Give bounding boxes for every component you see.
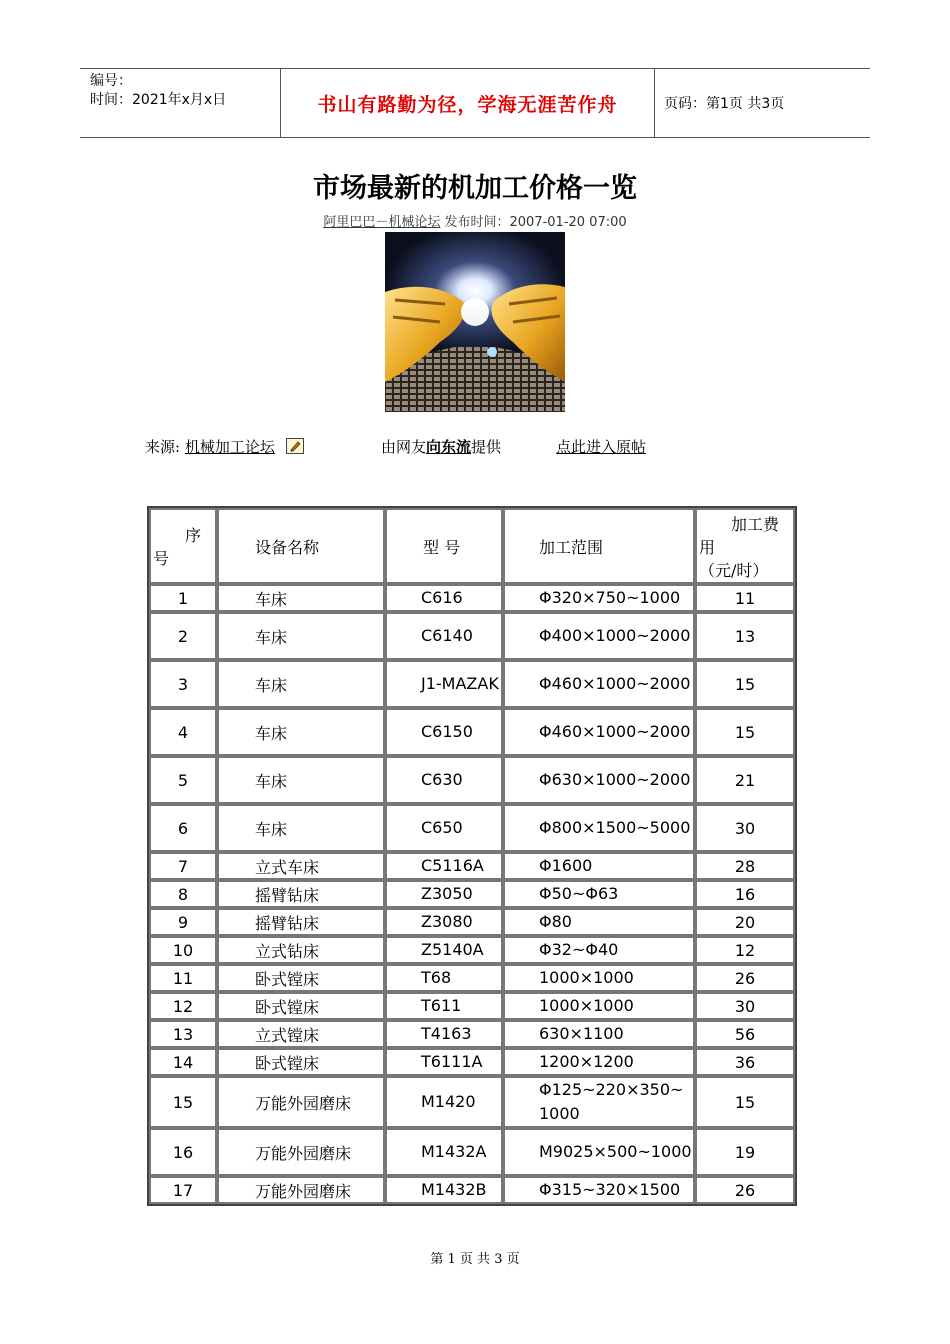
row-fee: 21 <box>695 756 795 804</box>
table-row <box>149 908 795 936</box>
edit-icon[interactable] <box>286 438 304 454</box>
row-fee: 13 <box>695 612 795 660</box>
page-header <box>80 68 870 138</box>
row-equipment-name: 万能外园磨床 <box>217 1128 385 1176</box>
original-post-link[interactable]: 点此进入原帖 <box>556 438 647 456</box>
row-no: 5 <box>149 756 217 804</box>
row-no: 11 <box>149 964 217 992</box>
row-fee: 20 <box>695 908 795 936</box>
publish-time: 发布时间：2007-01-20 07:00 <box>444 215 627 230</box>
row-range: Φ630×1000~2000 <box>503 756 695 804</box>
row-equipment-name: 万能外园磨床 <box>217 1076 385 1128</box>
header-motto-cell <box>281 69 655 137</box>
hands-light-illustration <box>385 232 565 412</box>
row-equipment-name: 车床 <box>217 708 385 756</box>
row-no: 13 <box>149 1020 217 1048</box>
row-model: M1420 <box>385 1076 503 1128</box>
row-equipment-name: 车床 <box>217 804 385 852</box>
header-fee-a: 加工费 <box>731 514 780 534</box>
header-range: 加工范围 <box>503 508 695 584</box>
row-equipment-name: 立式钻床 <box>217 936 385 964</box>
table-row <box>149 708 795 756</box>
table-header-row <box>149 508 795 584</box>
row-no: 7 <box>149 852 217 880</box>
row-model: T4163 <box>385 1020 503 1048</box>
pencil-icon <box>287 439 303 453</box>
row-range: M9025×500~1000 <box>503 1128 695 1176</box>
row-range: 630×1100 <box>503 1020 695 1048</box>
table-row <box>149 804 795 852</box>
table-row <box>149 584 795 612</box>
table-row <box>149 1128 795 1176</box>
row-range: Φ460×1000~2000 <box>503 708 695 756</box>
row-model: C5116A <box>385 852 503 880</box>
row-no: 9 <box>149 908 217 936</box>
header-no-b: 号 <box>153 549 170 568</box>
original-post-link-wrap <box>556 436 646 457</box>
row-range: Φ315~320×1500 <box>503 1176 695 1204</box>
row-range: Φ320×750~1000 <box>503 584 695 612</box>
article-title: 市场最新的机加工价格一览 <box>313 173 637 204</box>
row-no: 3 <box>149 660 217 708</box>
row-model: C650 <box>385 804 503 852</box>
table-row <box>149 612 795 660</box>
row-no: 12 <box>149 992 217 1020</box>
row-no: 8 <box>149 880 217 908</box>
row-range: 1200×1200 <box>503 1048 695 1076</box>
row-no: 2 <box>149 612 217 660</box>
row-fee: 15 <box>695 660 795 708</box>
row-range: Φ32~Φ40 <box>503 936 695 964</box>
row-model: M1432A <box>385 1128 503 1176</box>
row-no: 1 <box>149 584 217 612</box>
header-meta-cell <box>80 69 281 137</box>
row-fee: 15 <box>695 1076 795 1128</box>
row-range: 1000×1000 <box>503 992 695 1020</box>
table-row <box>149 1020 795 1048</box>
row-model: T68 <box>385 964 503 992</box>
row-equipment-name: 万能外园磨床 <box>217 1176 385 1204</box>
row-model: Z5140A <box>385 936 503 964</box>
table-row <box>149 852 795 880</box>
row-model: J1-MAZAK <box>385 660 503 708</box>
row-no: 15 <box>149 1076 217 1128</box>
forum-link[interactable]: 机械加工论坛 <box>184 438 275 456</box>
header-fee-c: （元/时） <box>699 560 769 580</box>
table-row <box>149 992 795 1020</box>
header-fee <box>695 508 795 584</box>
row-fee: 30 <box>695 992 795 1020</box>
article-meta <box>0 211 950 230</box>
row-range: Φ125~220×350~1000 <box>503 1076 695 1128</box>
table-row <box>149 1048 795 1076</box>
table-row <box>149 660 795 708</box>
row-no: 10 <box>149 936 217 964</box>
row-equipment-name: 卧式镗床 <box>217 992 385 1020</box>
row-equipment-name: 立式车床 <box>217 852 385 880</box>
price-table <box>147 506 797 1206</box>
row-range: Φ1600 <box>503 852 695 880</box>
table-row <box>149 1076 795 1128</box>
row-equipment-name: 车床 <box>217 660 385 708</box>
row-model: Z3080 <box>385 908 503 936</box>
row-model: T611 <box>385 992 503 1020</box>
header-page-cell <box>655 69 870 137</box>
header-no-a: 序 <box>185 526 202 545</box>
row-fee: 19 <box>695 1128 795 1176</box>
page-info: 页码：第1页 共3页 <box>664 96 785 112</box>
row-equipment-name: 卧式镗床 <box>217 1048 385 1076</box>
row-range: Φ460×1000~2000 <box>503 660 695 708</box>
row-range: 1000×1000 <box>503 964 695 992</box>
provider-user-link[interactable]: 向东流 <box>426 438 472 456</box>
table-row <box>149 964 795 992</box>
row-equipment-name: 卧式镗床 <box>217 964 385 992</box>
row-model: C616 <box>385 584 503 612</box>
table-row <box>149 880 795 908</box>
row-equipment-name: 立式镗床 <box>217 1020 385 1048</box>
row-fee: 16 <box>695 880 795 908</box>
row-equipment-name: 车床 <box>217 756 385 804</box>
header-fee-b: 用 <box>699 537 716 557</box>
row-fee: 12 <box>695 936 795 964</box>
row-no: 4 <box>149 708 217 756</box>
row-fee: 56 <box>695 1020 795 1048</box>
row-fee: 26 <box>695 964 795 992</box>
row-equipment-name: 车床 <box>217 584 385 612</box>
row-no: 14 <box>149 1048 217 1076</box>
row-model: M1432B <box>385 1176 503 1204</box>
row-no: 6 <box>149 804 217 852</box>
row-range: Φ800×1500~5000 <box>503 804 695 852</box>
row-fee: 11 <box>695 584 795 612</box>
row-fee: 36 <box>695 1048 795 1076</box>
source-label: 来源: <box>145 438 181 456</box>
row-range: Φ80 <box>503 908 695 936</box>
row-equipment-name: 摇臂钻床 <box>217 880 385 908</box>
row-range: Φ50~Φ63 <box>503 880 695 908</box>
row-no: 16 <box>149 1128 217 1176</box>
table-row <box>149 756 795 804</box>
row-fee: 26 <box>695 1176 795 1204</box>
header-name: 设备名称 <box>217 508 385 584</box>
motto: 书山有路勤为径，学海无涯苦作舟 <box>317 93 618 116</box>
row-model: C630 <box>385 756 503 804</box>
source-line <box>145 436 304 457</box>
page-footer: 第 1 页 共 3 页 <box>430 1252 520 1267</box>
header-model: 型 号 <box>385 508 503 584</box>
row-fee: 30 <box>695 804 795 852</box>
row-equipment-name: 摇臂钻床 <box>217 908 385 936</box>
table-row <box>149 1176 795 1204</box>
provider-suffix: 提供 <box>471 438 502 456</box>
row-no: 17 <box>149 1176 217 1204</box>
row-range: Φ400×1000~2000 <box>503 612 695 660</box>
row-fee: 15 <box>695 708 795 756</box>
row-equipment-name: 车床 <box>217 612 385 660</box>
number-label: 编号： <box>90 73 132 89</box>
provider-line <box>381 436 501 457</box>
article-image <box>385 232 565 412</box>
row-model: C6150 <box>385 708 503 756</box>
header-no <box>149 508 217 584</box>
time-label: 时间：2021年x月x日 <box>90 92 227 108</box>
row-model: Z3050 <box>385 880 503 908</box>
source-forum-link[interactable]: 阿里巴巴－机械论坛 <box>323 215 441 230</box>
provider-prefix: 由网友 <box>381 438 427 456</box>
row-model: T6111A <box>385 1048 503 1076</box>
row-fee: 28 <box>695 852 795 880</box>
row-model: C6140 <box>385 612 503 660</box>
table-row <box>149 936 795 964</box>
